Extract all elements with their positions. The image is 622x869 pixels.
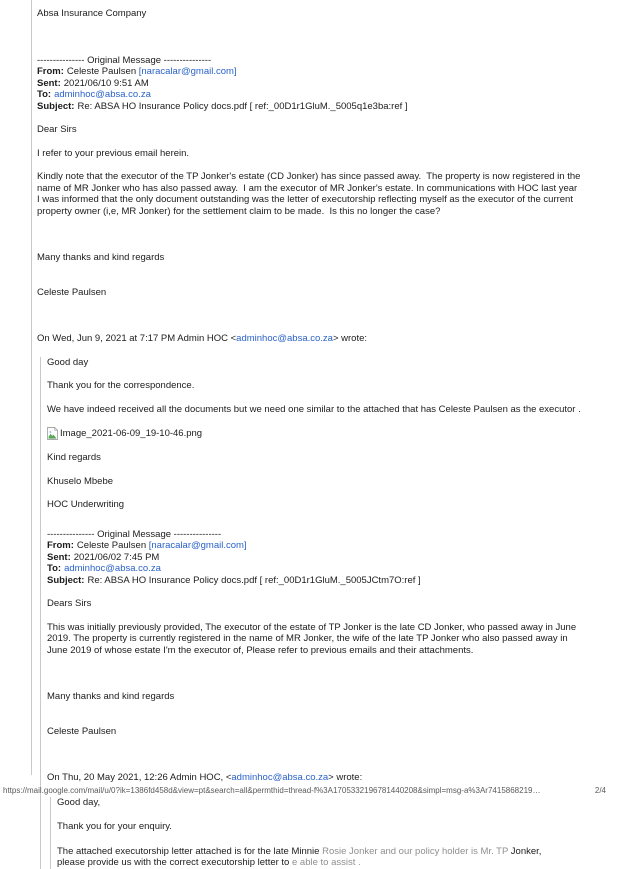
sent-value: 2021/06/02 7:45 PM <box>73 551 160 563</box>
paragraph-segment-faded: e able to assist . <box>291 857 361 868</box>
original-message-divider: --------------- Original Message --------------- <box>37 54 212 66</box>
from-line <box>37 66 582 78</box>
to-email-link[interactable]: adminhoc@absa.co.za <box>64 563 161 574</box>
sent-label: Sent: <box>37 77 61 89</box>
signoff <box>47 668 582 760</box>
quote-attribution-text: On Wed, Jun 9, 2021 at 7:17 PM Admin HOC < <box>37 333 237 344</box>
from-line <box>47 540 582 552</box>
sent-label: Sent: <box>47 551 71 563</box>
from-email-link[interactable]: [naracalar@gmail.com] <box>138 66 237 77</box>
print-footer <box>3 786 606 795</box>
body-paragraph <box>57 846 557 869</box>
signoff <box>37 229 582 321</box>
quote-attribution <box>47 772 582 784</box>
greeting: Good day, <box>57 796 101 808</box>
sent-line <box>47 552 582 564</box>
quote-attribution-text: > wrote: <box>328 772 363 783</box>
from-label: From: <box>47 540 74 551</box>
to-label: To: <box>37 89 52 100</box>
greeting: Good day <box>47 356 89 368</box>
to-line <box>47 563 582 575</box>
subject-line <box>47 575 582 587</box>
quote-attribution-text: > wrote: <box>332 333 368 344</box>
sender-signature: Khuselo Mbebe <box>47 475 114 487</box>
subject-value: Re: ABSA HO Insurance Policy docs.pdf [ ref:_00D1r1GluM._5005JCtm7O:ref ] <box>87 574 421 586</box>
paragraph-segment: The attached executorship letter attached is for the late Minnie <box>57 845 323 857</box>
page-indicator: 2/4 <box>594 786 606 795</box>
paragraph-segment: Jonker, please provide us with the correct executorship letter to <box>57 845 545 868</box>
signoff-line: Many thanks and kind regards <box>37 252 165 263</box>
from-email-link[interactable]: [naracalar@gmail.com] <box>148 540 247 551</box>
sent-value: 2021/06/10 9:51 AM <box>63 77 149 89</box>
to-email-link[interactable]: adminhoc@absa.co.za <box>54 89 151 100</box>
sender-signature: Celeste Paulsen <box>47 725 117 737</box>
from-name: Celeste Paulsen <box>76 540 149 551</box>
paragraph-segment-faded: Rosie Jonker and our policy holder is Mr. TP <box>322 845 511 857</box>
to-line <box>37 89 582 101</box>
body-paragraph: Thank you for your enquiry. <box>57 821 172 832</box>
body-paragraph: Kindly note that the executor of the TP Jonker's estate (CD Jonker) has since passed away. The property is now registered in the name of MR Jonker who has also passed away. I am the executor of MR Jonker's estate. In communications with HOC last year I was informed that the only document outstanding was the letter of executorship reflecting myself as the executor of the current property owner (i,e, MR Jonker) for the settlement claim to be made. Is this no longer the case? <box>37 171 584 217</box>
sender-signature: Celeste Paulsen <box>37 286 107 298</box>
subject-label: Subject: <box>37 100 75 112</box>
body-paragraph: I refer to your previous email herein. <box>37 147 190 159</box>
broken-image-icon <box>47 427 58 440</box>
footer-url: https://mail.google.com/mail/u/0?ik=1386fd458d&view=pt&search=all&permthid=thread-f%3A1705332196781440208&simpl=msg-a%3Ar7415868219… <box>3 786 541 795</box>
attachment-chip[interactable] <box>47 427 582 440</box>
from-label: From: <box>37 66 64 77</box>
attribution-email-link[interactable]: adminhoc@absa.co.za <box>231 772 329 783</box>
body-paragraph: We have indeed received all the documents but we need one similar to the attached that has Celeste Paulsen as the executor . <box>47 403 581 415</box>
subject-line <box>37 101 582 113</box>
signoff-line: Kind regards <box>47 452 101 463</box>
sent-line <box>37 78 582 90</box>
original-message-header-jun2 <box>47 529 582 587</box>
body-paragraph: This was initially previously provided, The executor of the estate of TP Jonker is the late CD Jonker, who passed away in June 2019. The property is currently registered in the name of MR Jonker, the wife of the late TP Jonker who also passed away in June 2019 of whose estate I'm the executor of, Please refer to previous emails and their attachments. <box>47 621 579 656</box>
to-label: To: <box>47 563 62 574</box>
from-name: Celeste Paulsen <box>66 66 139 77</box>
body-paragraph: Thank you for the correspondence. <box>47 380 195 391</box>
salutation: Dears Sirs <box>47 598 92 609</box>
original-message-divider: --------------- Original Message --------------- <box>47 528 222 540</box>
sender-department: HOC Underwriting <box>47 499 125 510</box>
subject-value: Re: ABSA HO Insurance Policy docs.pdf [ ref:_00D1r1GluM._5005q1e3ba:ref ] <box>77 100 408 112</box>
quoted-message-may20 <box>50 797 582 869</box>
salutation: Dear Sirs <box>37 124 77 135</box>
attachment-filename: Image_2021-06-09_19-10-46.png <box>60 427 203 439</box>
quote-attribution <box>37 333 582 345</box>
subject-label: Subject: <box>47 574 85 586</box>
original-message-header-jun10 <box>37 55 582 113</box>
quote-attribution-text: On Thu, 20 May 2021, 12:26 Admin HOC, < <box>47 772 232 783</box>
signoff-line: Many thanks and kind regards <box>47 691 175 702</box>
letterhead: Absa Insurance Company <box>37 8 147 19</box>
attribution-email-link[interactable]: adminhoc@absa.co.za <box>236 333 333 344</box>
